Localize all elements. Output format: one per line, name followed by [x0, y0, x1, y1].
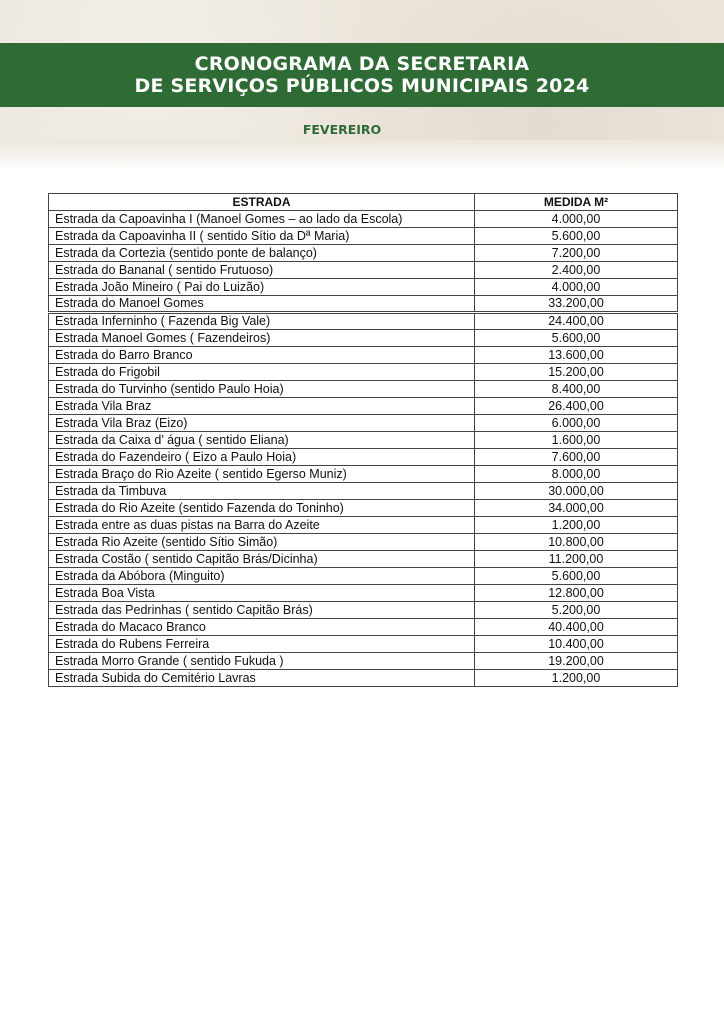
road-name-cell: Estrada da Abóbora (Minguito) [49, 568, 475, 585]
table-row [49, 415, 678, 432]
road-name-cell: Estrada Rio Azeite (sentido Sítio Simão) [49, 534, 475, 551]
road-name-cell: Estrada do Frigobil [49, 364, 475, 381]
table-row [49, 670, 678, 687]
column-header-medida: MEDIDA M² [475, 194, 678, 211]
table-row [49, 228, 678, 245]
road-name-cell: Estrada da Cortezia (sentido ponte de balanço) [49, 245, 475, 262]
measure-cell: 4.000,00 [475, 211, 678, 228]
road-name-cell: Estrada do Macaco Branco [49, 619, 475, 636]
table-row [49, 381, 678, 398]
table-row [49, 500, 678, 517]
measure-cell: 1.200,00 [475, 670, 678, 687]
table-row [49, 619, 678, 636]
title-line-2: DE SERVIÇOS PÚBLICOS MUNICIPAIS 2024 [134, 75, 590, 97]
column-header-estrada: ESTRADA [49, 194, 475, 211]
table-row [49, 534, 678, 551]
road-name-cell: Estrada da Caixa d’ água ( sentido Eliana) [49, 432, 475, 449]
measure-cell: 7.200,00 [475, 245, 678, 262]
measure-cell: 26.400,00 [475, 398, 678, 415]
table-row [49, 245, 678, 262]
table-row [49, 653, 678, 670]
road-name-cell: Estrada da Capoavinha I (Manoel Gomes – ao lado da Escola) [49, 211, 475, 228]
measure-cell: 8.000,00 [475, 466, 678, 483]
road-name-cell: Estrada do Manoel Gomes [49, 296, 475, 313]
road-name-cell: Estrada das Pedrinhas ( sentido Capitão Brás) [49, 602, 475, 619]
road-name-cell: Estrada do Barro Branco [49, 347, 475, 364]
road-name-cell: Estrada Vila Braz (Eizo) [49, 415, 475, 432]
header-fade [0, 140, 724, 170]
table-row [49, 602, 678, 619]
measure-cell: 7.600,00 [475, 449, 678, 466]
table-row [49, 636, 678, 653]
measure-cell: 2.400,00 [475, 262, 678, 279]
table-row [49, 211, 678, 228]
road-name-cell: Estrada entre as duas pistas na Barra do Azeite [49, 517, 475, 534]
road-name-cell: Estrada João Mineiro ( Pai do Luizão) [49, 279, 475, 296]
measure-cell: 5.600,00 [475, 228, 678, 245]
measure-cell: 24.400,00 [475, 313, 678, 330]
road-name-cell: Estrada Costão ( sentido Capitão Brás/Dicinha) [49, 551, 475, 568]
measure-cell: 5.600,00 [475, 330, 678, 347]
table-row [49, 432, 678, 449]
measure-cell: 15.200,00 [475, 364, 678, 381]
measure-cell: 10.800,00 [475, 534, 678, 551]
road-name-cell: Estrada da Capoavinha II ( sentido Sítio da Dª Maria) [49, 228, 475, 245]
measure-cell: 8.400,00 [475, 381, 678, 398]
measure-cell: 5.600,00 [475, 568, 678, 585]
road-name-cell: Estrada Braço do Rio Azeite ( sentido Egerso Muniz) [49, 466, 475, 483]
table-row [49, 568, 678, 585]
table-row [49, 296, 678, 313]
table-row [49, 585, 678, 602]
measure-cell: 33.200,00 [475, 296, 678, 313]
table-row [49, 551, 678, 568]
table-row [49, 279, 678, 296]
table-row [49, 517, 678, 534]
road-name-cell: Estrada Vila Braz [49, 398, 475, 415]
road-name-cell: Estrada Morro Grande ( sentido Fukuda ) [49, 653, 475, 670]
road-name-cell: Estrada do Rubens Ferreira [49, 636, 475, 653]
table-row [49, 449, 678, 466]
measure-cell: 6.000,00 [475, 415, 678, 432]
road-name-cell: Estrada Inferninho ( Fazenda Big Vale) [49, 313, 475, 330]
measure-cell: 34.000,00 [475, 500, 678, 517]
measure-cell: 4.000,00 [475, 279, 678, 296]
roads-table [48, 193, 678, 687]
title-line-1: CRONOGRAMA DA SECRETARIA [194, 53, 530, 75]
month-label: FEVEREIRO [302, 122, 382, 137]
road-name-cell: Estrada Subida do Cemitério Lavras [49, 670, 475, 687]
table-row [49, 262, 678, 279]
measure-cell: 13.600,00 [475, 347, 678, 364]
measure-cell: 19.200,00 [475, 653, 678, 670]
road-name-cell: Estrada do Rio Azeite (sentido Fazenda do Toninho) [49, 500, 475, 517]
table-row [49, 483, 678, 500]
table-row [49, 398, 678, 415]
table-row [49, 347, 678, 364]
table-row [49, 313, 678, 330]
measure-cell: 5.200,00 [475, 602, 678, 619]
measure-cell: 12.800,00 [475, 585, 678, 602]
measure-cell: 1.200,00 [475, 517, 678, 534]
road-name-cell: Estrada Boa Vista [49, 585, 475, 602]
table-row [49, 330, 678, 347]
title-banner [0, 43, 724, 107]
measure-cell: 10.400,00 [475, 636, 678, 653]
road-name-cell: Estrada Manoel Gomes ( Fazendeiros) [49, 330, 475, 347]
road-name-cell: Estrada do Bananal ( sentido Frutuoso) [49, 262, 475, 279]
road-name-cell: Estrada do Turvinho (sentido Paulo Hoia) [49, 381, 475, 398]
table-row [49, 364, 678, 381]
measure-cell: 40.400,00 [475, 619, 678, 636]
table-body [49, 211, 678, 687]
road-name-cell: Estrada do Fazendeiro ( Eizo a Paulo Hoia) [49, 449, 475, 466]
table-row [49, 466, 678, 483]
measure-cell: 11.200,00 [475, 551, 678, 568]
measure-cell: 1.600,00 [475, 432, 678, 449]
measure-cell: 30.000,00 [475, 483, 678, 500]
table-header-row [49, 194, 678, 211]
road-name-cell: Estrada da Timbuva [49, 483, 475, 500]
